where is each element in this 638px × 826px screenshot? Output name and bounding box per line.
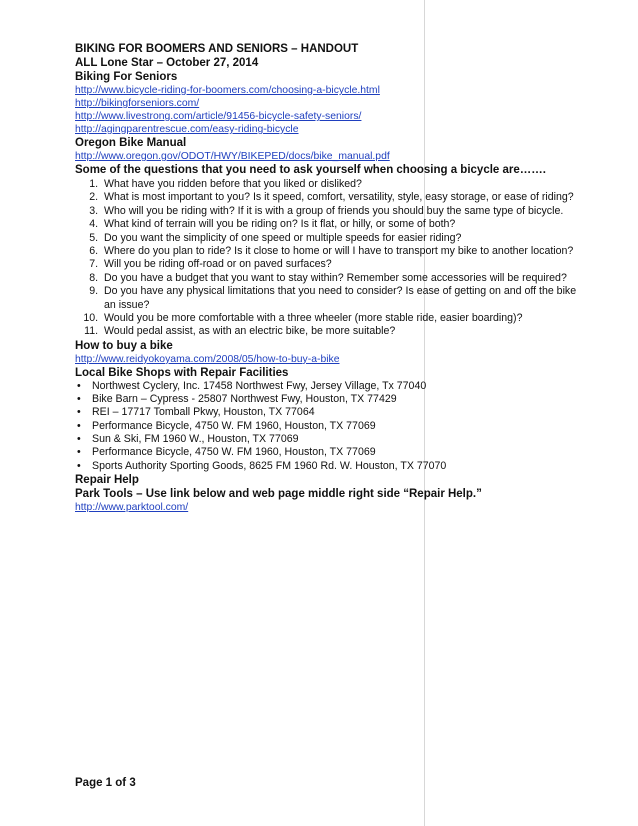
question-item: 8. Do you have a budget that you want to stay within? Remember some accessories will be required? bbox=[101, 272, 586, 285]
shop-item: • Northwest Cyclery, Inc. 17458 Northwest Fwy, Jersey Village, Tx 77040 bbox=[92, 380, 595, 393]
shop-item: • Sports Authority Sporting Goods, 8625 FM 1960 Rd. W. Houston, TX 77070 bbox=[92, 460, 595, 473]
biking-for-seniors-section bbox=[75, 70, 595, 136]
seniors-link-1[interactable]: http://www.bicycle-riding-for-boomers.com/choosing-a-bicycle.html bbox=[75, 85, 380, 96]
shop-item: • Sun & Ski, FM 1960 W., Houston, TX 77069 bbox=[92, 433, 595, 446]
question-item: 4. What kind of terrain will you be riding on? Is it flat, or hilly, or some of both? bbox=[101, 218, 586, 231]
park-tools-subheading: Park Tools – Use link below and web page middle right side “Repair Help.” bbox=[75, 487, 482, 500]
document-title: BIKING FOR BOOMERS AND SENIORS – HANDOUT bbox=[75, 43, 359, 55]
shop-item: • Performance Bicycle, 4750 W. FM 1960, Houston, TX 77069 bbox=[92, 446, 595, 459]
how-to-buy-section bbox=[75, 339, 595, 366]
bike-shops-heading: Local Bike Shops with Repair Facilities bbox=[75, 366, 289, 379]
questions-heading: Some of the questions that you need to ask yourself when choosing a bicycle are……. bbox=[75, 164, 546, 176]
repair-help-heading: Repair Help bbox=[75, 473, 139, 486]
page-number: Page 1 of 3 bbox=[75, 777, 136, 789]
question-item: 10. Would you be more comfortable with a three wheeler (more stable ride, easier boarding)? bbox=[101, 312, 586, 325]
oregon-manual-heading: Oregon Bike Manual bbox=[75, 137, 187, 149]
seniors-link-3[interactable]: http://www.livestrong.com/article/91456-bicycle-safety-seniors/ bbox=[75, 111, 362, 122]
seniors-link-4[interactable]: http://agingparentrescue.com/easy-riding-bicycle bbox=[75, 124, 299, 135]
question-item: 7. Will you be riding off-road or on paved surfaces? bbox=[101, 258, 586, 271]
question-item: 11. Would pedal assist, as with an electric bike, be more suitable? bbox=[101, 325, 586, 338]
seniors-link-2[interactable]: http://bikingforseniors.com/ bbox=[75, 98, 200, 109]
shop-item: • Bike Barn – Cypress - 25807 Northwest Fwy, Houston, TX 77429 bbox=[92, 393, 595, 406]
shop-item: • REI – 17717 Tomball Pkwy, Houston, TX 77064 bbox=[92, 406, 595, 419]
shop-item: • Performance Bicycle, 4750 W. FM 1960, Houston, TX 77069 bbox=[92, 420, 595, 433]
question-item: 6. Where do you plan to ride? Is it close to home or will I have to transport my bike to another location? bbox=[101, 245, 586, 258]
handout-page bbox=[75, 42, 595, 514]
oregon-manual-section bbox=[75, 136, 595, 163]
how-to-buy-heading: How to buy a bike bbox=[75, 339, 173, 352]
question-item: 2. What is most important to you? Is it speed, comfort, versatility, style, easy storage, or ease of riding? bbox=[101, 191, 586, 204]
question-item: 3. Who will you be riding with? If it is with a group of friends you should buy the same type of bicycle. bbox=[101, 205, 586, 218]
repair-help-section bbox=[75, 473, 595, 514]
question-item: 1. What have you ridden before that you liked or disliked? bbox=[101, 178, 586, 191]
question-item: 5. Do you want the simplicity of one speed or multiple speeds for easier riding? bbox=[101, 232, 586, 245]
biking-for-seniors-heading: Biking For Seniors bbox=[75, 71, 178, 83]
park-tool-link[interactable]: http://www.parktool.com/ bbox=[75, 501, 189, 513]
questions-section bbox=[75, 163, 595, 339]
question-item: 9. Do you have any physical limitations that you need to consider? Is ease of getting on and off the bike an issue? bbox=[101, 285, 586, 312]
questions-list bbox=[75, 178, 595, 339]
how-to-buy-link[interactable]: http://www.reidyokoyama.com/2008/05/how-to-buy-a-bike bbox=[75, 353, 340, 365]
document-subtitle: ALL Lone Star – October 27, 2014 bbox=[75, 57, 259, 69]
oregon-manual-link[interactable]: http://www.oregon.gov/ODOT/HWY/BIKEPED/docs/bike_manual.pdf bbox=[75, 151, 390, 162]
bike-shops-section bbox=[75, 366, 595, 473]
bike-shops-list bbox=[75, 380, 595, 473]
